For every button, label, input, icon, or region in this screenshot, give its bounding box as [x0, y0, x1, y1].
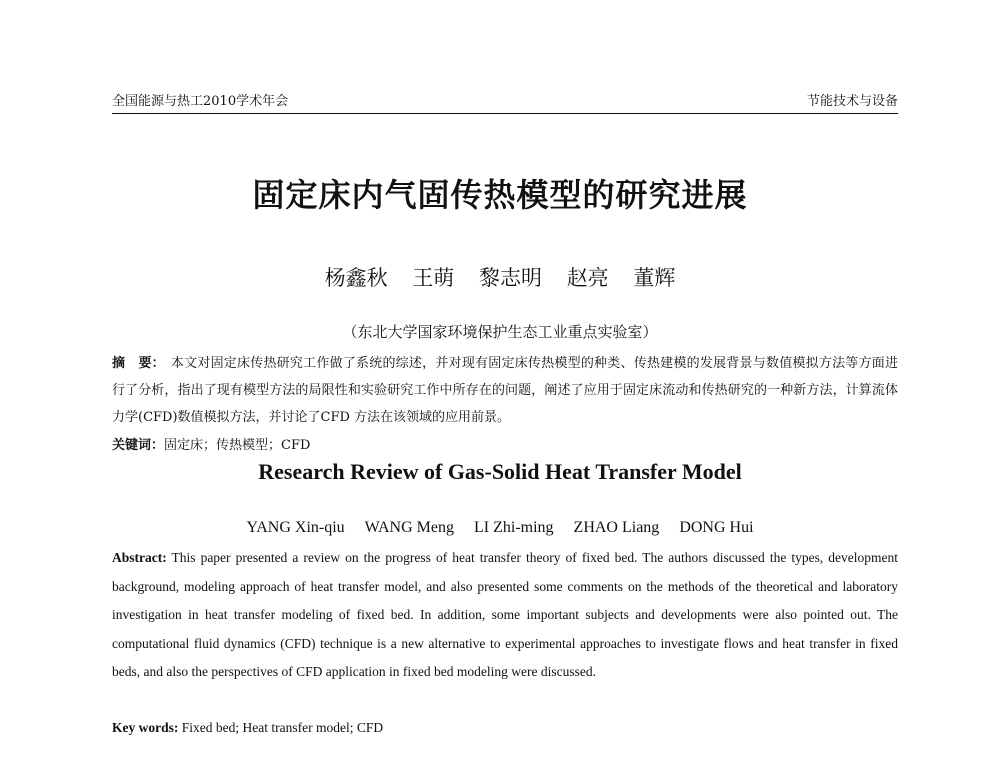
- paper-title-en: Research Review of Gas-Solid Heat Transfer Model: [258, 459, 742, 484]
- author-en: WANG Meng: [364, 519, 454, 536]
- abstract-cn: [112, 350, 898, 431]
- header-section: 节能技术与设备: [806, 94, 898, 109]
- abstract-cn-label: 摘 要：: [112, 356, 165, 371]
- keywords-en: [112, 715, 898, 741]
- keywords-en-text: Fixed bed; Heat transfer model; CFD: [181, 720, 384, 735]
- abstract-cn-text: 本文对固定床传热研究工作做了系统的综述，并对现有固定床传热模型的种类、传热建模的发展背景与数值模拟方法等方面进行了分析，指出了现有模型方法的局限性和实验研究工作中所存在的问题，阐述了应用于固定床流动和传热研究的一种新方法，计算流体力学(CFD)数值模拟方法，并讨论了CFD 方法在该领域的应用前景。: [112, 356, 898, 425]
- keywords-cn-label: 关键词：: [112, 438, 165, 453]
- author-cn: 王萌: [412, 266, 455, 290]
- author-en: DONG Hui: [679, 519, 754, 536]
- author-en: LI Zhi-ming: [474, 519, 554, 536]
- abstract-en-label: Abstract:: [112, 550, 167, 565]
- keywords-en-label: Key words:: [112, 720, 179, 735]
- abstract-en-text: This paper presented a review on the progress of heat transfer theory of fixed bed. The authors discussed the types, development background, modeling approach of heat transfer model, and also presented some comments on the methods of the theoretical and laboratory investigation in heat transfer modeling of fixed bed. In addition, some important subjects and developments were also pointed out. The computational fluid dynamics (CFD) technique is a new alternative to experimental approaches to investigate flows and heat transfer in fixed beds, and also the perspectives of CFD application in fixed bed modeling were discussed.: [112, 550, 898, 679]
- author-en: ZHAO Liang: [573, 519, 660, 536]
- header-conference: 全国能源与热工2010学术年会: [112, 94, 289, 109]
- author-list-en: [0, 519, 1000, 537]
- affiliation-cn: （东北大学国家环境保护生态工业重点实验室）: [342, 323, 658, 341]
- author-cn: 赵亮: [566, 266, 609, 290]
- author-cn: 黎志明: [479, 266, 542, 290]
- keywords-cn-text: 固定床；传热模型；CFD: [164, 438, 311, 453]
- running-header: [112, 90, 898, 114]
- keywords-cn: [112, 432, 898, 459]
- author-cn: 董辉: [633, 266, 676, 290]
- author-cn: 杨鑫秋: [324, 266, 388, 290]
- author-en: YANG Xin-qiu: [246, 519, 345, 536]
- author-list-cn: [0, 262, 1000, 292]
- abstract-en: [112, 544, 898, 687]
- paper-title-cn: 固定床内气固传热模型的研究进展: [252, 176, 748, 214]
